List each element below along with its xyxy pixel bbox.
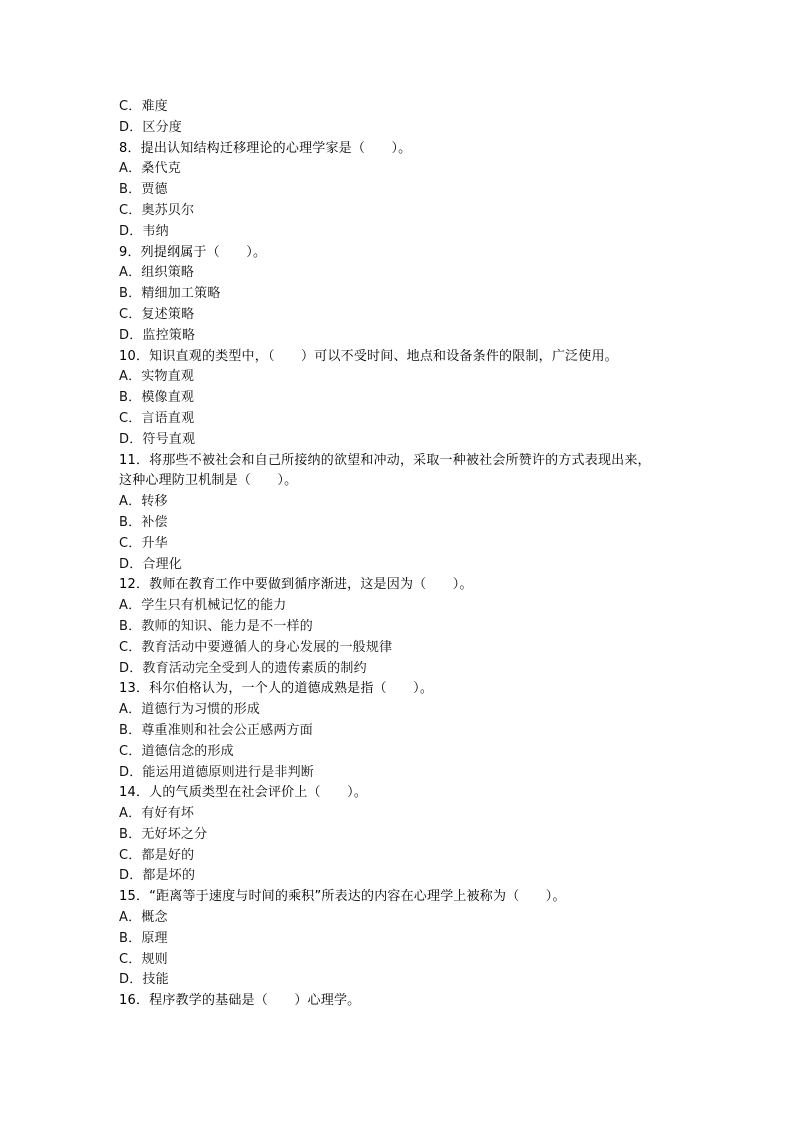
answer-option: D．教育活动完全受到人的遗传素质的制约 (119, 660, 367, 676)
question-text: 这种心理防卫机制是（ ）。 (119, 473, 298, 489)
answer-option: D．合理化 (119, 556, 183, 572)
answer-option: A．实物直观 (119, 369, 195, 385)
question-text: 8．提出认知结构迁移理论的心理学家是（ ）。 (119, 140, 412, 156)
question-text: 14．人的气质类型在社会评价上（ ）。 (119, 785, 368, 801)
answer-option: B．原理 (119, 930, 168, 946)
question-text: 16．程序教学的基础是（ ）心理学。 (119, 993, 361, 1009)
answer-option: D．符号直观 (119, 431, 196, 447)
answer-option: A．概念 (119, 910, 168, 926)
answer-option: C．难度 (119, 99, 168, 114)
question-text: 10．知识直观的类型中，（ ）可以不受时间、地点和设备条件的限制，广泛使用。 (119, 348, 618, 364)
question-text: 9．列提纲属于（ ）。 (119, 244, 267, 260)
answer-option: C．升华 (119, 535, 168, 551)
question-text: 15．“距离等于速度与时间的乘积”所表达的内容在心理学上被称为（ ）。 (119, 889, 566, 905)
answer-option: D．都是坏的 (119, 868, 196, 884)
answer-option: C．奥苏贝尔 (119, 202, 195, 218)
question-text: 12．教师在教育工作中要做到循序渐进，这是因为（ ）。 (119, 577, 473, 593)
answer-option: B．模像直观 (119, 390, 195, 406)
answer-option: C．教育活动中要遵循人的身心发展的一般规律 (119, 639, 393, 655)
answer-option: C．道德信念的形成 (119, 743, 234, 759)
answer-option: D．能运用道德原则进行是非判断 (119, 764, 315, 780)
answer-option: B．贾德 (119, 182, 168, 198)
answer-option: A．桑代克 (119, 161, 181, 177)
answer-option: D．区分度 (119, 119, 183, 135)
answer-option: B．无好坏之分 (119, 826, 208, 842)
answer-option: B．精细加工策略 (119, 286, 221, 302)
answer-option: A．组织策略 (119, 265, 195, 281)
answer-option: D．韦纳 (119, 223, 169, 239)
answer-option: A．转移 (119, 494, 168, 510)
answer-option: A．学生只有机械记忆的能力 (119, 598, 287, 614)
answer-option: B．尊重准则和社会公正感两方面 (119, 722, 313, 738)
answer-option: C．言语直观 (119, 410, 195, 426)
question-text: 13．科尔伯格认为，一个人的道德成熟是指（ ）。 (119, 681, 434, 697)
question-list (119, 97, 719, 1012)
answer-option: A．道德行为习惯的形成 (119, 702, 261, 718)
answer-option: C．复述策略 (119, 306, 195, 322)
answer-option: C．规则 (119, 951, 168, 967)
answer-option: A．有好有坏 (119, 806, 195, 822)
answer-option: B．补偿 (119, 514, 168, 530)
answer-option: B．教师的知识、能力是不一样的 (119, 618, 313, 634)
question-text: 11．将那些不被社会和自己所接纳的欲望和冲动，采取一种被社会所赞许的方式表现出来， (119, 452, 651, 468)
answer-option: D．监控策略 (119, 327, 196, 343)
answer-option: C．都是好的 (119, 847, 195, 863)
answer-option: D．技能 (119, 972, 169, 988)
